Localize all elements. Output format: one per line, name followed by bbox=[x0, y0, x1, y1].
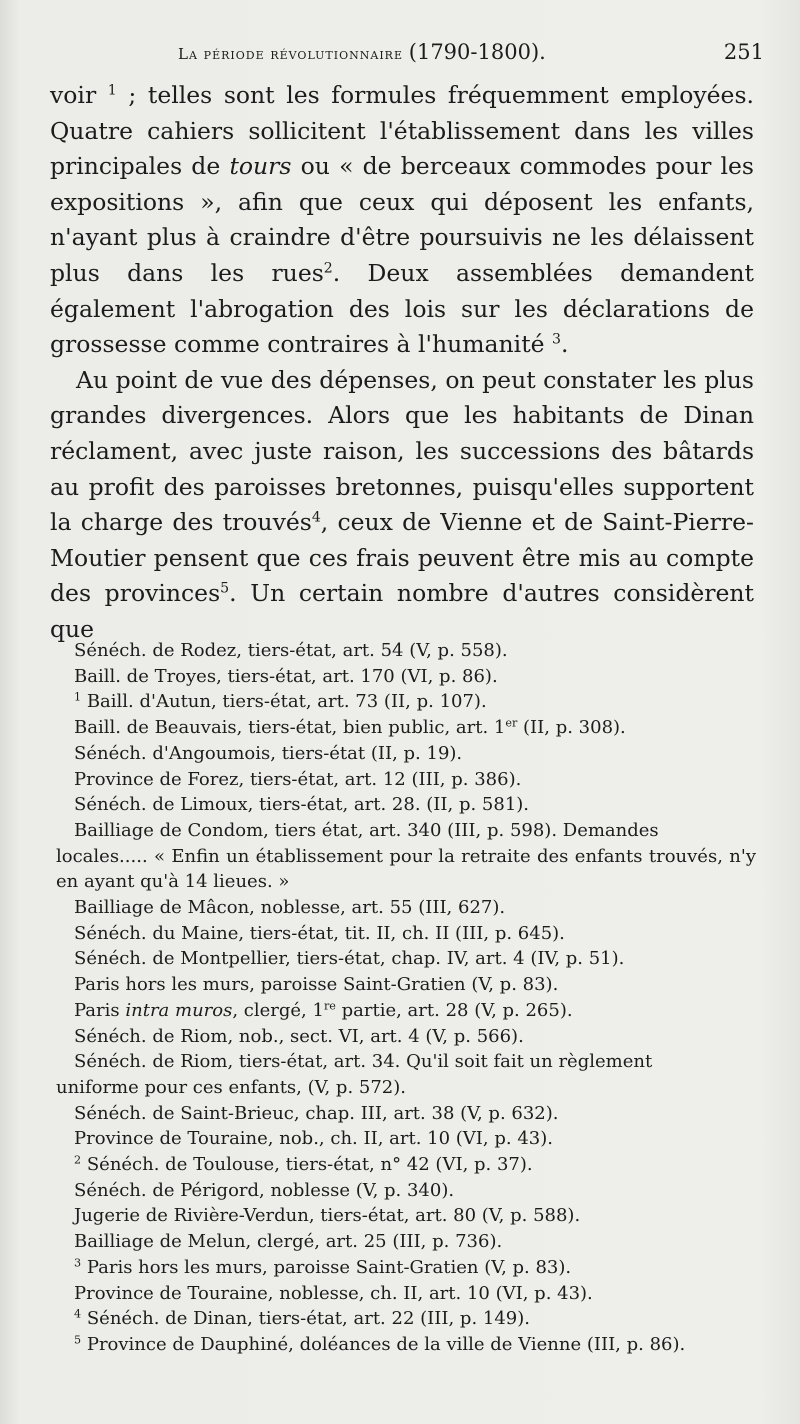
footnote-line bbox=[56, 1281, 756, 1307]
footnote-line bbox=[56, 998, 756, 1024]
footnote-1 bbox=[56, 689, 756, 715]
footnote-line bbox=[56, 767, 756, 793]
footnote-line bbox=[56, 715, 756, 741]
footnote-line bbox=[56, 1178, 756, 1204]
footnote-line bbox=[56, 638, 756, 664]
p1-text-b: ; telles sont les formules fréquemment employées. Quatre cahiers sollicitent l'établissement dans les villes principales de bbox=[50, 81, 754, 181]
footnote-continuation bbox=[56, 1075, 756, 1101]
footnote-mark: 2 bbox=[74, 1153, 82, 1167]
footnote-line bbox=[56, 1101, 756, 1127]
running-title bbox=[178, 40, 546, 64]
footnote-ref-5: 5 bbox=[220, 580, 230, 597]
p1-italic-tours: tours bbox=[229, 152, 292, 181]
main-text bbox=[50, 78, 754, 648]
footnote-text: Sénéch. du Maine, tiers-état, tit. II, ch. II (III, p. 645). bbox=[74, 922, 565, 944]
footnote-line bbox=[56, 921, 756, 947]
footnote-line bbox=[56, 1203, 756, 1229]
footnote-text: Sénéch. de Limoux, tiers-état, art. 28. (II, p. 581). bbox=[74, 794, 530, 816]
page-number: 251 bbox=[723, 40, 764, 64]
footnote-text: uniforme pour ces enfants, (V, p. 572). bbox=[56, 1076, 406, 1098]
footnote-line bbox=[56, 946, 756, 972]
footnote-line bbox=[56, 1126, 756, 1152]
footnote-text: Sénéch. de Toulouse, tiers-état, n° 42 (VI, p. 37). bbox=[81, 1154, 533, 1176]
footnote-ref-2: 2 bbox=[323, 260, 333, 277]
paragraph-2 bbox=[50, 363, 754, 648]
footnote-text: Province de Touraine, nob., ch. II, art. 10 (VI, p. 43). bbox=[74, 1128, 553, 1150]
footnote-ref-4: 4 bbox=[311, 509, 321, 526]
paragraph-1 bbox=[50, 78, 754, 363]
footnote-line bbox=[56, 792, 756, 818]
footnote-line bbox=[56, 741, 756, 767]
footnote-ref-3: 3 bbox=[552, 331, 561, 348]
p1-text-c: ou « de berceaux commodes pour les expositions », afin que ceux qui déposent les enfants, n'ayant plus à craindre d'être poursuivis ne les délaissent plus dans les rues bbox=[50, 152, 754, 287]
footnote-line bbox=[56, 895, 756, 921]
footnote-continuation bbox=[56, 844, 756, 895]
footnote-line bbox=[56, 664, 756, 690]
footnote-text: Bailliage de Melun, clergé, art. 25 (III, p. 736). bbox=[74, 1231, 503, 1253]
footnote-mark: 3 bbox=[74, 1256, 82, 1270]
footnote-text: Sénéch. de Rodez, tiers-état, art. 54 (V, p. 558). bbox=[74, 640, 508, 661]
footnote-5 bbox=[56, 1332, 756, 1358]
footnote-line bbox=[56, 1024, 756, 1050]
p2-text-c: . Un certain nombre d'autres considèrent que bbox=[50, 579, 754, 643]
running-title-text: La période révolutionnaire bbox=[178, 45, 403, 63]
footnote-3 bbox=[56, 1255, 756, 1281]
footnote-text: partie, art. 28 (V, p. 265). bbox=[335, 999, 573, 1021]
footnote-mark: 5 bbox=[74, 1333, 82, 1347]
footnote-text: Sénéch. d'Angoumois, tiers-état (II, p. 19). bbox=[74, 742, 463, 764]
running-title-dates: (1790-1800). bbox=[408, 40, 546, 64]
footnote-text: Sénéch. de Dinan, tiers-état, art. 22 (III, p. 149). bbox=[81, 1308, 530, 1330]
footnote-text: Sénéch. de Périgord, noblesse (V, p. 340). bbox=[74, 1179, 455, 1201]
footnote-2 bbox=[56, 1152, 756, 1178]
footnote-text: Baill. de Troyes, tiers-état, art. 170 (VI, p. 86). bbox=[74, 665, 498, 687]
footnote-text: Bailliage de Mâcon, noblesse, art. 55 (III, 627). bbox=[74, 897, 506, 919]
footnote-text: Sénéch. de Riom, nob., sect. VI, art. 4 (V, p. 566). bbox=[74, 1025, 524, 1047]
ordinal-sup: re bbox=[323, 999, 336, 1013]
footnote-mark: 4 bbox=[74, 1307, 82, 1321]
p1-text-e: . bbox=[560, 330, 569, 359]
p1-text-d: . Deux assemblées demandent également l'abrogation des lois sur les déclarations de grossesse comme contraires à l'humanité bbox=[50, 258, 754, 359]
footnote-text: Sénéch. de Montpellier, tiers-état, chap. IV, art. 4 (IV, p. 51). bbox=[74, 948, 625, 970]
p1-text-a: voir bbox=[50, 81, 108, 109]
footnote-line bbox=[56, 972, 756, 998]
footnote-text: locales..... « Enfin un établissement pour la retraite des enfants trouvés, n'y en ayant qu'à 14 lieues. » bbox=[56, 845, 756, 893]
footnote-italic: intra muros bbox=[125, 999, 233, 1021]
footnote-text: Province de Dauphiné, doléances de la ville de Vienne (III, p. 86). bbox=[81, 1333, 686, 1355]
footnote-text: Paris hors les murs, paroisse Saint-Gratien (V, p. 83). bbox=[74, 974, 559, 996]
page-header bbox=[0, 36, 800, 70]
footnotes bbox=[56, 638, 756, 1358]
footnote-mark: 1 bbox=[74, 690, 82, 704]
ordinal-sup: er bbox=[505, 716, 518, 730]
p2-text-a: Au point de vue des dépenses, on peut constater les plus grandes divergences. Alors que les habitants de Dinan réclament, avec juste raison, les successions des bâtards au profit des paroisses bretonnes, puisqu'elles supportent la charge des trouvés bbox=[50, 365, 754, 537]
footnote-4 bbox=[56, 1306, 756, 1332]
footnote-line bbox=[56, 1049, 756, 1075]
footnote-text: Jugerie de Rivière-Verdun, tiers-état, art. 80 (V, p. 588). bbox=[74, 1205, 581, 1227]
footnote-text: Paris bbox=[74, 999, 126, 1021]
footnote-line bbox=[56, 818, 756, 844]
footnote-text: Sénéch. de Saint-Brieuc, chap. III, art. 38 (V, p. 632). bbox=[74, 1102, 559, 1124]
footnote-text: Sénéch. de Riom, tiers-état, art. 34. Qu'il soit fait un règlement bbox=[74, 1051, 653, 1073]
footnote-line bbox=[56, 1229, 756, 1255]
p2-text-b: , ceux de Vienne et de Saint-Pierre-Moutier pensent que ces frais peuvent être mis au compte des provinces bbox=[50, 508, 754, 608]
footnote-text: Baill. de Beauvais, tiers-état, bien public, art. 1 bbox=[74, 717, 506, 739]
footnote-ref-1: 1 bbox=[107, 82, 117, 99]
footnote-text: Bailliage de Condom, tiers état, art. 340 (III, p. 598). Demandes bbox=[74, 819, 659, 841]
footnote-text: Province de Touraine, noblesse, ch. II, art. 10 (VI, p. 43). bbox=[74, 1282, 593, 1304]
footnote-text: , clergé, 1 bbox=[232, 999, 324, 1021]
footnote-text: Baill. d'Autun, tiers-état, art. 73 (II, p. 107). bbox=[81, 691, 487, 713]
footnote-text: Province de Forez, tiers-état, art. 12 (III, p. 386). bbox=[74, 768, 522, 790]
footnote-text: Paris hors les murs, paroisse Saint-Gratien (V, p. 83). bbox=[81, 1256, 572, 1278]
footnote-text: (II, p. 308). bbox=[517, 717, 626, 739]
